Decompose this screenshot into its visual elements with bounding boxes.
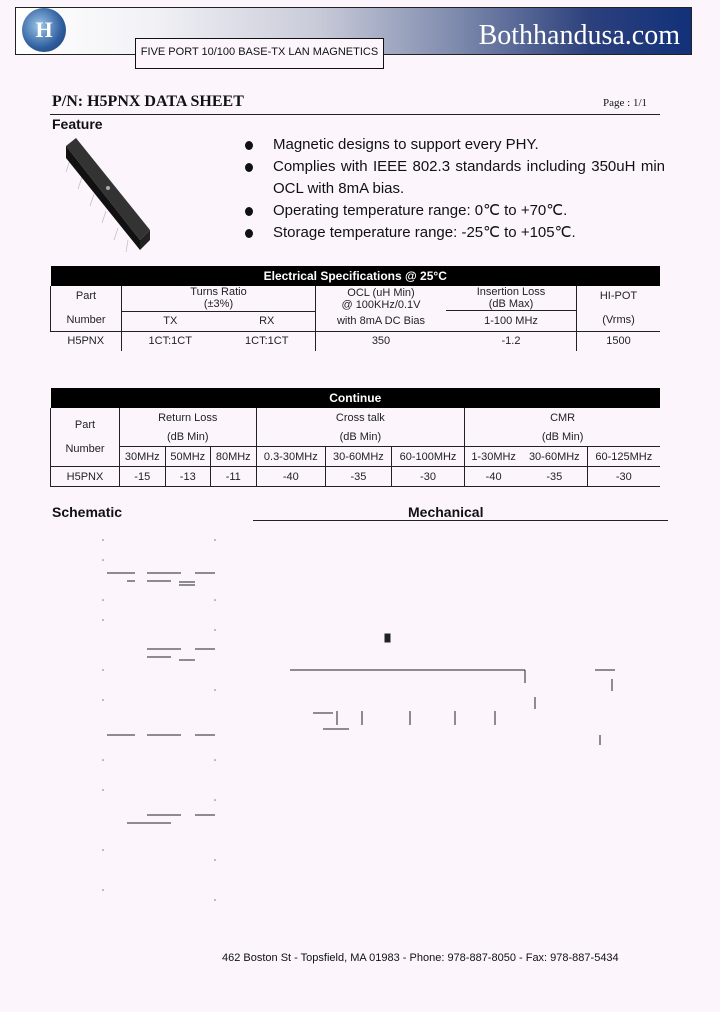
cell-value: -30 — [391, 467, 464, 487]
col-turns: Turns Ratio (±3%) — [122, 286, 316, 311]
page-title: P/N: H5PNX DATA SHEET — [52, 93, 244, 110]
cell-value: -40 — [465, 467, 522, 487]
feature-list — [245, 134, 665, 244]
table-row — [51, 331, 661, 351]
mechanical-heading: Mechanical — [408, 504, 484, 520]
cell-part: H5PNX — [51, 467, 120, 487]
col-part: Part Number — [51, 286, 122, 331]
cell-hipot: 1500 — [577, 331, 661, 351]
footer-address: 462 Boston St - Topsfield, MA 01983 - Phone: 978-887-8050 - Fax: 978-887-5434 — [222, 952, 619, 964]
company-logo — [22, 8, 66, 52]
table-title: Electrical Specifications @ 25°C — [51, 266, 661, 286]
title-divider — [50, 114, 660, 115]
schematic-heading: Schematic — [52, 504, 123, 520]
cell-value: -30 — [587, 467, 660, 487]
col-hipot: HI-POT (Vrms) — [577, 286, 661, 331]
col-cmr: CMR — [465, 408, 660, 427]
col-cross-talk: Cross talk — [256, 408, 465, 427]
cell-value: -35 — [522, 467, 587, 487]
cell-value: -15 — [120, 467, 166, 487]
freq-header: 60-125MHz — [587, 447, 660, 467]
feature-item: Operating temperature range: 0℃ to +70℃. — [245, 200, 665, 222]
mechanical-drawing — [255, 625, 665, 795]
cell-rx: 1CT:1CT — [219, 331, 316, 351]
feature-item: Complies with IEEE 802.3 standards including 350uH min OCL with 8mA bias. — [245, 156, 665, 200]
table-row — [51, 467, 661, 487]
table-title: Continue — [51, 388, 661, 408]
freq-header: 30-60MHz — [522, 447, 587, 467]
schematic-drawing — [95, 520, 225, 920]
freq-header: 1-30MHz — [465, 447, 522, 467]
page-number: Page : 1/1 — [603, 97, 647, 109]
col-tx: TX — [122, 311, 219, 331]
col-rx: RX — [219, 311, 316, 331]
feature-item: Magnetic designs to support every PHY. — [245, 134, 665, 156]
cell-tx: 1CT:1CT — [122, 331, 219, 351]
cell-value: -35 — [326, 467, 392, 487]
logo-letter: H — [35, 17, 53, 42]
col-il-range: 1-100 MHz — [484, 314, 538, 327]
freq-header: 30MHz — [120, 447, 166, 467]
col-cmr-unit: (dB Min) — [465, 427, 660, 447]
col-part: Part Number — [51, 408, 120, 467]
cell-il: -1.2 — [446, 331, 577, 351]
product-subtitle: FIVE PORT 10/100 BASE-TX LAN MAGNETICS — [135, 38, 384, 69]
col-ocl-bias: with 8mA DC Bias — [316, 311, 447, 331]
col-ocl: OCL (uH Min) @ 100KHz/0.1V — [316, 286, 447, 311]
site-name: Bothhandusa.com — [478, 20, 680, 51]
electrical-spec-table — [50, 266, 660, 351]
cell-value: -40 — [256, 467, 326, 487]
freq-header: 0.3-30MHz — [256, 447, 326, 467]
col-il: Insertion Loss (dB Max) — [446, 286, 577, 311]
cell-part: H5PNX — [51, 331, 122, 351]
cell-value: -11 — [211, 467, 257, 487]
cell-value: -13 — [165, 467, 211, 487]
feature-heading: Feature — [52, 116, 103, 132]
product-image — [62, 132, 157, 254]
col-return-loss: Return Loss — [120, 408, 257, 427]
col-return-loss-unit: (dB Min) — [120, 427, 257, 447]
cell-ocl: 350 — [316, 331, 447, 351]
freq-header: 30-60MHz — [326, 447, 392, 467]
feature-item: Storage temperature range: -25℃ to +105℃. — [245, 222, 665, 244]
col-cross-talk-unit: (dB Min) — [256, 427, 465, 447]
freq-header: 60-100MHz — [391, 447, 464, 467]
freq-header: 50MHz — [165, 447, 211, 467]
mechanical-divider — [253, 520, 668, 521]
continue-spec-table — [50, 388, 660, 487]
freq-header: 80MHz — [211, 447, 257, 467]
